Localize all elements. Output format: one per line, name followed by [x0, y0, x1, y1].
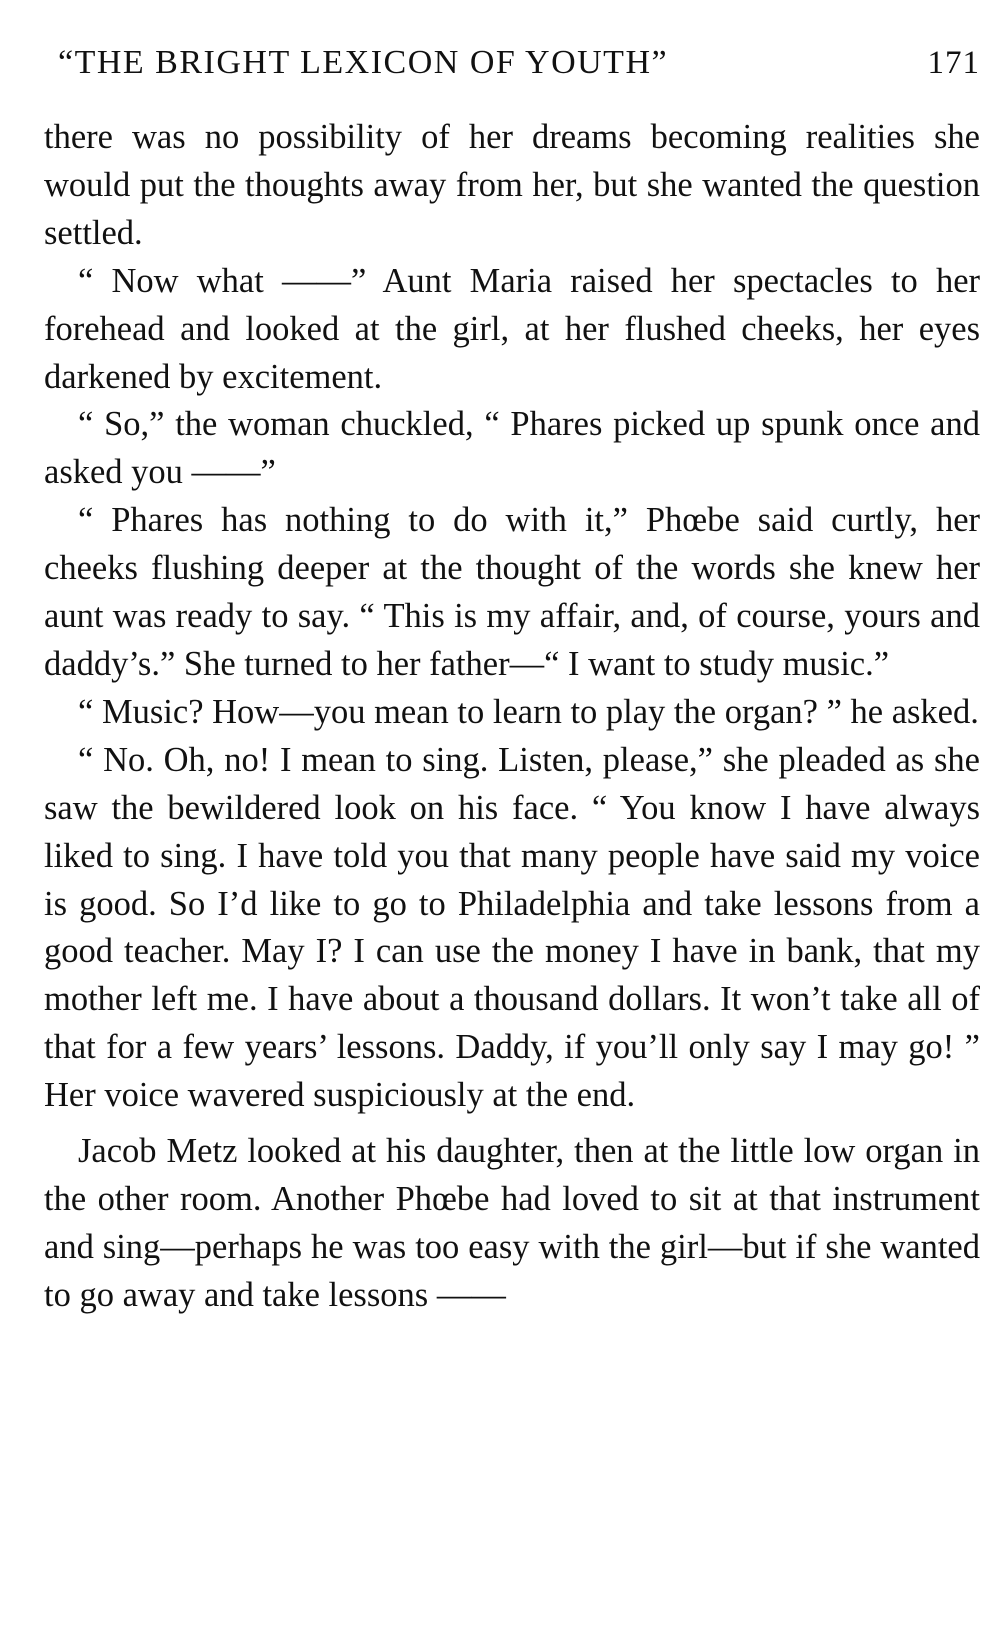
paragraph: “ Music? How—you mean to learn to play the organ? ” he asked.: [78, 692, 979, 731]
running-head-title: “THE BRIGHT LEXICON OF YOUTH”: [58, 44, 669, 81]
body-text: [44, 114, 980, 1320]
paragraph: “ No. Oh, no! I mean to sing. Listen, please,” she pleaded as she saw the bewildered look on his face. “ You know I have always liked to sing. I have told you that many people have said my voice is good. So I’d like to go to Philadelphia and take lessons from a good teacher. May I? I can use the money I have in bank, that my mother left me. I have about a thousand dollars. It won’t take all of that for a few years’ lessons. Daddy, if you’ll only say I may go! ” Her voice wavered suspiciously at the end.: [44, 740, 980, 1115]
paragraph: “ So,” the woman chuckled, “ Phares picked up spunk once and asked you ——”: [44, 405, 980, 492]
paragraph: “ Phares has nothing to do with it,” Phœbe said curtly, her cheeks flushing deeper at the thought of the words she knew her aunt was ready to say. “ This is my affair, and, of course, yours and daddy’s.” She turned to her father—“ I want to study music.”: [44, 501, 980, 683]
paragraph: “ Now what ——” Aunt Maria raised her spectacles to her forehead and looked at the girl, at her flushed cheeks, her eyes darkened by excitement.: [44, 261, 980, 396]
running-head: [58, 38, 980, 88]
paragraph: Jacob Metz looked at his daughter, then at the little low organ in the other room. Another Phœbe had loved to sit at that instrument and sing—perhaps he was too easy with the girl—but if she wanted to go away and take lessons ——: [44, 1132, 980, 1314]
paragraph-continued: there was no possibility of her dreams becoming realities she would put the thoughts away from her, but she wanted the question settled.: [44, 118, 980, 252]
page-number: 171: [927, 45, 980, 81]
